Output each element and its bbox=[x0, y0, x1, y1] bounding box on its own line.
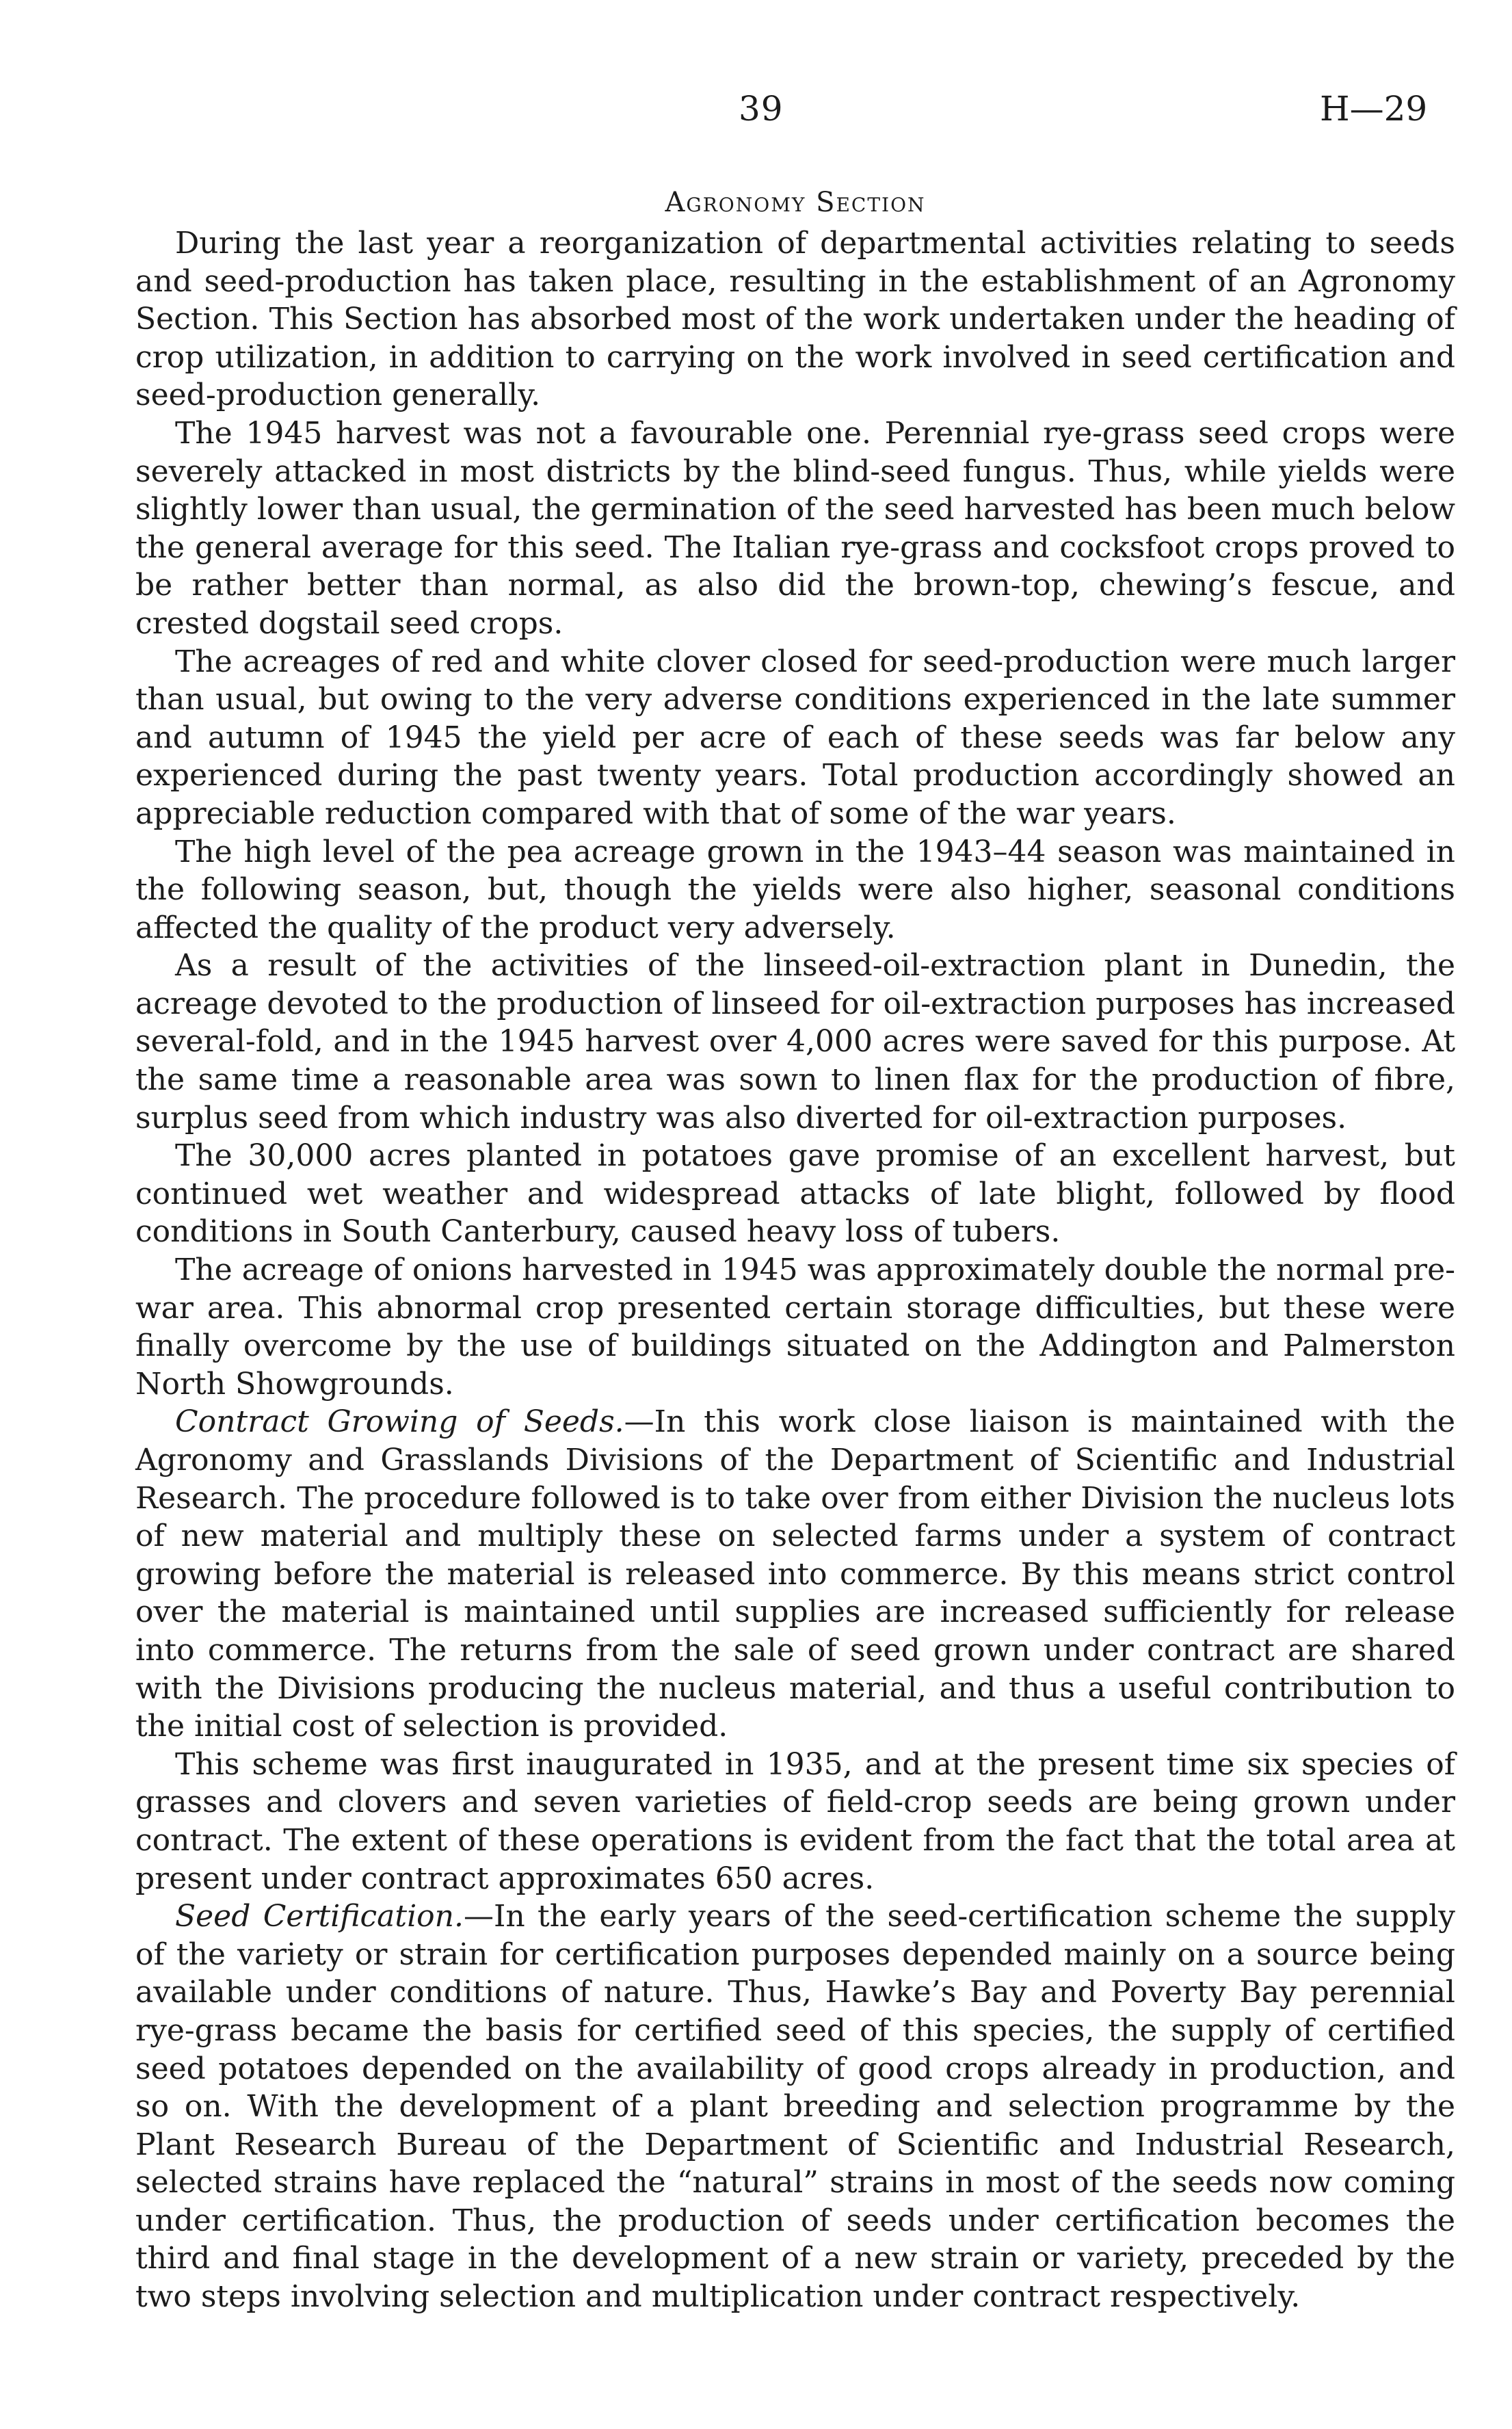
paragraph-harvest-1945 bbox=[135, 415, 1455, 643]
paragraph-text: The 30,000 acres planted in potatoes gave promise of an excellent harvest, but continued wet weather and widespread attacks of late blight, followed by flood conditions in South Canterbury, caused heavy loss of tubers. bbox=[135, 1138, 1455, 1250]
paragraph-contract-growing bbox=[135, 1403, 1455, 1745]
section-title: Agronomy Section bbox=[665, 187, 926, 218]
paragraph-seed-certification bbox=[135, 1898, 1455, 2316]
paragraph-text: As a result of the activities of the linseed-oil-extraction plant in Dunedin, the acreage devoted to the production of linseed for oil-extraction purposes has increased several-fold, and in the 1945 harvest over 4,000 acres were saved for this purpose. At the same time a reasonable area was sown to linen flax for the production of fibre, surplus seed from which industry was also diverted for oil-extraction purposes. bbox=[135, 948, 1455, 1135]
document-reference: H—29 bbox=[1320, 89, 1428, 129]
paragraph-linseed bbox=[135, 947, 1455, 1137]
paragraph-text: The acreage of onions harvested in 1945 was approximately double the normal pre-war area. This abnormal crop presented certain storage difficulties, but these were finally overcome by the use of buildings situated on the Addington and Palmerston North Showgrounds. bbox=[135, 1252, 1455, 1402]
paragraph-text: —In this work close liaison is maintained with the Agronomy and Grasslands Divisions of the Department of Scientific and Industrial Research. The procedure followed is to take over from either Division the nucleus lots of new material and multiply these on selected farms under a system of contract growing before the material is released into commerce. By this means strict control over the material is maintained until supplies are increased sufficiently for release into commerce. The returns from the sale of seed grown under contract are shared with the Divisions producing the nucleus material, and thus a useful contribution to the initial cost of selection is provided. bbox=[135, 1404, 1455, 1744]
paragraph-potatoes bbox=[135, 1137, 1455, 1251]
paragraph-pea-acreage bbox=[135, 833, 1455, 947]
paragraph-text: The acreages of red and white clover closed for seed-production were much larger than usual, but owing to the very adverse conditions experienced in the late summer and autumn of 1945 the yield per acre of each of these seeds was far below any experienced during the past twenty years. Total production accordingly showed an appreciable reduction compared with that of some of the war years. bbox=[135, 644, 1455, 831]
paragraph-clover-acreage bbox=[135, 643, 1455, 833]
paragraph-text: During the last year a reorganization of departmental activities relating to seeds and seed-production has taken place, resulting in the establishment of an Agronomy Section. This Section has absorbed most of the work undertaken under the heading of crop utilization, in addition to carrying on the work involved in seed certification and seed-production generally. bbox=[135, 226, 1455, 413]
paragraph-text: The 1945 harvest was not a favourable one. Perennial rye-grass seed crops were severely attacked in most districts by the blind-seed fungus. Thus, while yields were slightly lower than usual, the germination of the seed harvested has been much below the general average for this seed. The Italian rye-grass and cocksfoot crops proved to be rather better than normal, as also did the brown-top, chewing’s fescue, and crested dogstail seed crops. bbox=[135, 415, 1455, 641]
paragraph-text: —In the early years of the seed-certification scheme the supply of the variety or strain for certification purposes depended mainly on a source being available under conditions of nature. Thus, Hawke’s Bay and Poverty Bay perennial rye-grass became the basis for certified seed of this species, the supply of certified seed potatoes depended on the availability of good crops already in production, and so on. With the development of a plant breeding and selection programme by the Plant Research Bureau of the Department of Scientific and Industrial Research, selected strains have replaced the “natural” strains in most of the seeds now coming under certification. Thus, the production of seeds under certification becomes the third and final stage in the development of a new strain or variety, preceded by the two steps involving selection and multiplication under contract respectively. bbox=[135, 1899, 1456, 2315]
paragraph-scheme-1935 bbox=[135, 1746, 1455, 1898]
subheading-seed-certification: Seed Certification. bbox=[175, 1899, 464, 1934]
page-number: 39 bbox=[739, 89, 784, 129]
paragraph-text: This scheme was first inaugurated in 1935, and at the present time six species of grasses and clovers and seven varieties of field-crop seeds are being grown under contract. The extent of these operations is evident from the fact that the total area at present under contract approximates 650 acres. bbox=[135, 1746, 1455, 1896]
paragraph-text: The high level of the pea acreage grown in the 1943–44 season was maintained in the following season, but, though the yields were also higher, seasonal conditions affected the quality of the product very adversely. bbox=[135, 834, 1455, 945]
body-text bbox=[135, 183, 1455, 2316]
page-header bbox=[0, 89, 1512, 144]
paragraph-onions bbox=[135, 1251, 1455, 1403]
subheading-contract-growing: Contract Growing of Seeds. bbox=[175, 1404, 624, 1440]
paragraph-reorganization bbox=[135, 224, 1455, 415]
